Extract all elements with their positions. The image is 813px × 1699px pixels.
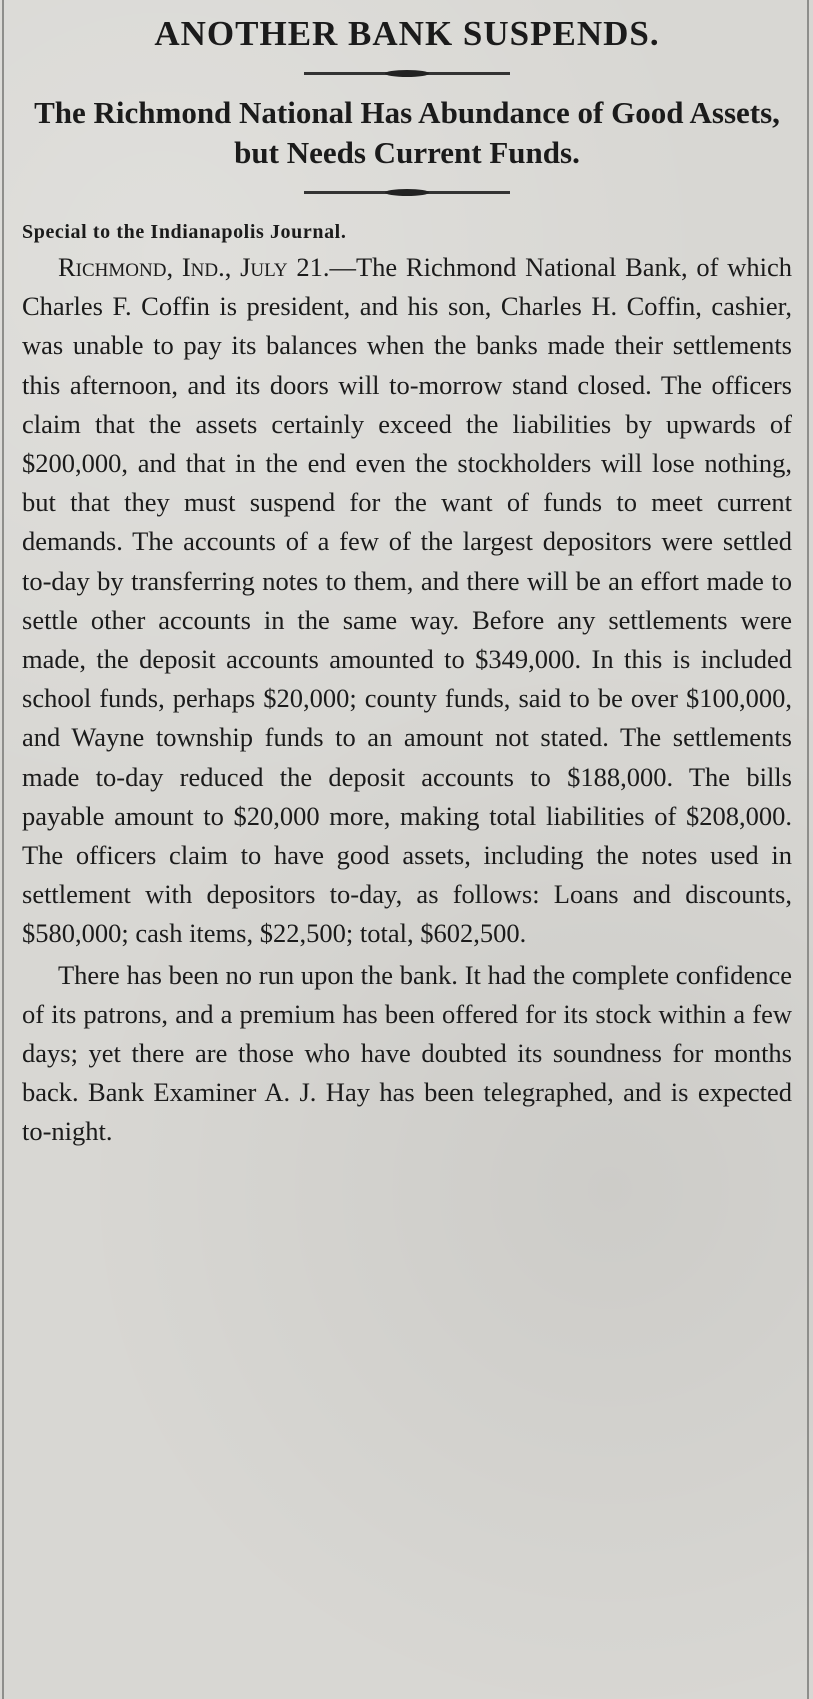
left-column-rule — [2, 0, 4, 1699]
headline-separator — [304, 72, 510, 75]
right-column-rule — [807, 0, 809, 1699]
dateline: Richmond, Ind., July 21. — [58, 252, 330, 282]
source-credit: Special to the Indianapolis Journal. — [22, 221, 347, 243]
article-paragraph-1 — [22, 248, 792, 954]
article-paragraph-2: There has been no run upon the bank. It had the complete confidence of its patrons, and a premium has been offered for its stock within a few days; yet there are those who have doubted its soundness for months back. Bank Examiner A. J. Hay has been telegraphed, and is expected to-night. — [22, 959, 792, 1147]
subheadline: The Richmond National Has Abundance of Good Assets, but Needs Current Funds. — [34, 95, 780, 170]
paragraph-1-text: —The Richmond National Bank, of which Charles F. Coffin is president, and his son, Charles H. Coffin, cashier, was unable to pay its balances when the banks made their settlements this afternoon, and its doors will to-morrow stand closed. The officers claim that the assets certainly exceed the liabilities by upwards of $200,000, and that in the end even the stockholders will lose nothing, but that they must suspend for the want of funds to meet current demands. The accounts of a few of the largest depositors were settled to-day by transferring notes to them, and there will be an effort made to settle other accounts in the same way. Before any settlements were made, the deposit accounts amounted to $349,000. In this is included school funds, perhaps $20,000; county funds, said to be over $100,000, and Wayne township funds to an amount not stated. The settlements made to-day reduced the deposit accounts to $188,000. The bills payable amount to $20,000 more, making total liabilities of $208,000. The officers claim to have good assets, including the notes used in settlement with depositors to-day, as follows: Loans and discounts, $580,000; cash items, $22,500; total, $602,500. — [22, 252, 792, 949]
news-article — [22, 14, 792, 1152]
subheadline-separator — [304, 191, 510, 194]
headline: ANOTHER BANK SUSPENDS. — [154, 14, 660, 53]
